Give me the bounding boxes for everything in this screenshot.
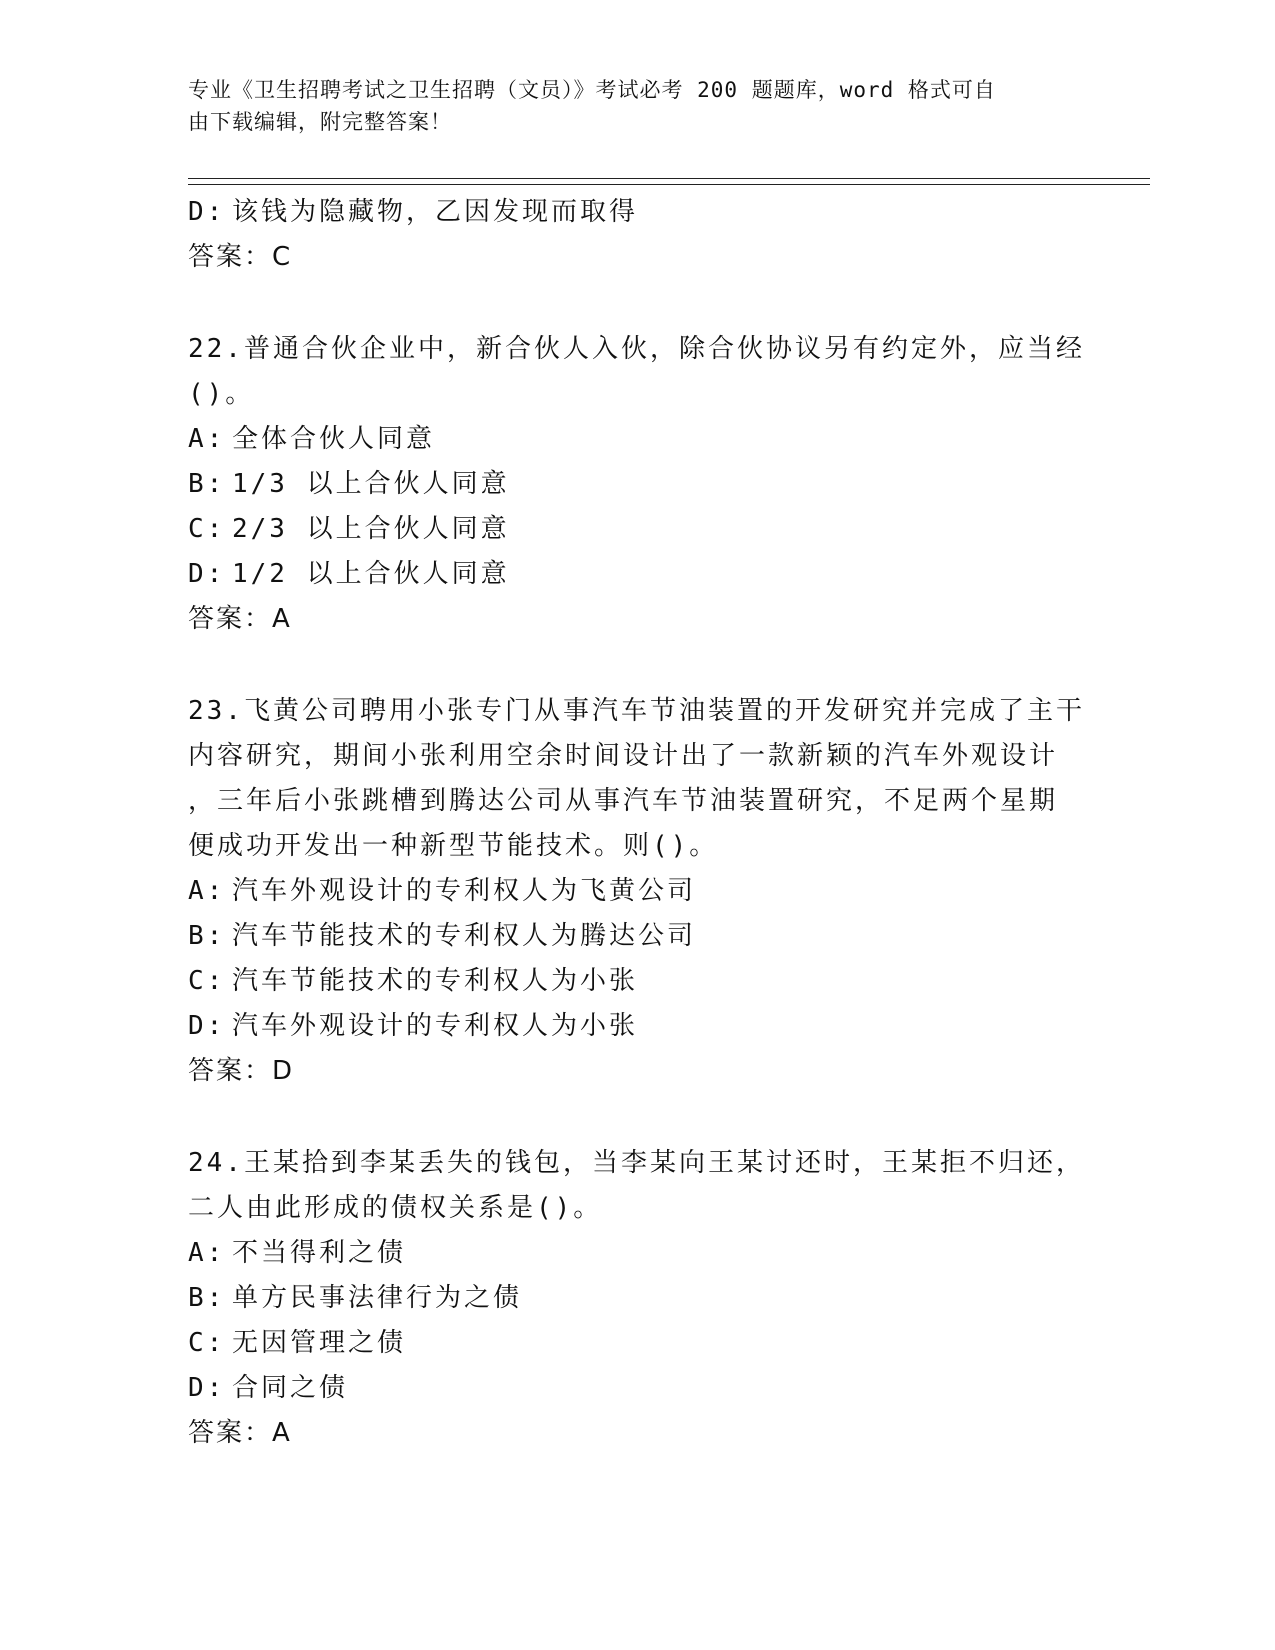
question-23-answer: 答案：D [188, 1056, 295, 1086]
option-key: C: [188, 514, 226, 544]
option-text: 汽车外观设计的专利权人为小张 [232, 1011, 639, 1041]
stem-line: ()。 [188, 379, 255, 409]
question-24-option-d [188, 1366, 1088, 1411]
question-24-option-b [188, 1276, 1088, 1321]
question-24-option-a [188, 1231, 1088, 1276]
question-22-option-b [188, 462, 1088, 507]
question-22-option-a [188, 417, 1088, 462]
header-line-1: 专业《卫生招聘考试之卫生招聘（文员）》考试必考 200 题题库，word 格式可自 [188, 78, 996, 102]
question-23-option-b [188, 914, 1088, 959]
option-text: 汽车外观设计的专利权人为飞黄公司 [232, 876, 697, 906]
question-content [188, 190, 1088, 1456]
option-key: C: [188, 1328, 226, 1358]
option-text: 汽车节能技术的专利权人为小张 [232, 966, 639, 996]
option-key: A: [188, 424, 226, 454]
question-22-stem [188, 327, 1088, 417]
question-23-stem [188, 689, 1088, 869]
stem-line: 22.普通合伙企业中，新合伙人入伙，除合伙协议另有约定外，应当经 [188, 334, 1085, 364]
option-text: 无因管理之债 [232, 1328, 407, 1358]
option-text: 1/2 以上合伙人同意 [232, 559, 510, 589]
document-header [188, 74, 1068, 138]
option-text: 不当得利之债 [232, 1238, 407, 1268]
stem-line: 二人由此形成的债权关系是()。 [188, 1193, 603, 1223]
option-text: 全体合伙人同意 [232, 424, 436, 454]
option-key: D: [188, 1011, 226, 1041]
stem-line: ，三年后小张跳槽到腾达公司从事汽车节油装置研究，不足两个星期 [188, 786, 1059, 816]
header-line-2: 由下载编辑，附完整答案！ [188, 110, 452, 134]
option-text: 该钱为隐藏物，乙因发现而取得 [232, 197, 639, 227]
option-key: C: [188, 966, 226, 996]
question-24-option-c [188, 1321, 1088, 1366]
option-text: 2/3 以上合伙人同意 [232, 514, 510, 544]
option-text: 汽车节能技术的专利权人为腾达公司 [232, 921, 697, 951]
prev-option-d [188, 190, 1088, 235]
option-key: A: [188, 876, 226, 906]
stem-line: 24.王某拾到李某丢失的钱包，当李某向王某讨还时，王某拒不归还， [188, 1148, 1085, 1178]
option-key: B: [188, 1283, 226, 1313]
option-text: 1/3 以上合伙人同意 [232, 469, 510, 499]
option-key: A: [188, 1238, 226, 1268]
question-23-option-a [188, 869, 1088, 914]
option-key: D: [188, 1373, 226, 1403]
stem-line: 内容研究，期间小张利用空余时间设计出了一款新颖的汽车外观设计 [188, 741, 1059, 771]
option-key: D: [188, 197, 226, 227]
question-23-option-d [188, 1004, 1088, 1049]
question-22-answer: 答案：A [188, 604, 292, 634]
option-text: 单方民事法律行为之债 [232, 1283, 523, 1313]
question-22-option-c [188, 507, 1088, 552]
header-rule-top [188, 178, 1150, 179]
question-24-answer: 答案：A [188, 1418, 292, 1448]
question-24-stem [188, 1141, 1088, 1231]
option-key: B: [188, 921, 226, 951]
question-23-option-c [188, 959, 1088, 1004]
header-rule-bottom [188, 184, 1150, 185]
question-22-option-d [188, 552, 1088, 597]
option-text: 合同之债 [232, 1373, 349, 1403]
option-key: B: [188, 469, 226, 499]
stem-line: 23.飞黄公司聘用小张专门从事汽车节油装置的开发研究并完成了主干 [188, 696, 1085, 726]
stem-line: 便成功开发出一种新型节能技术。则()。 [188, 831, 719, 861]
option-key: D: [188, 559, 226, 589]
prev-answer: 答案：C [188, 242, 293, 272]
